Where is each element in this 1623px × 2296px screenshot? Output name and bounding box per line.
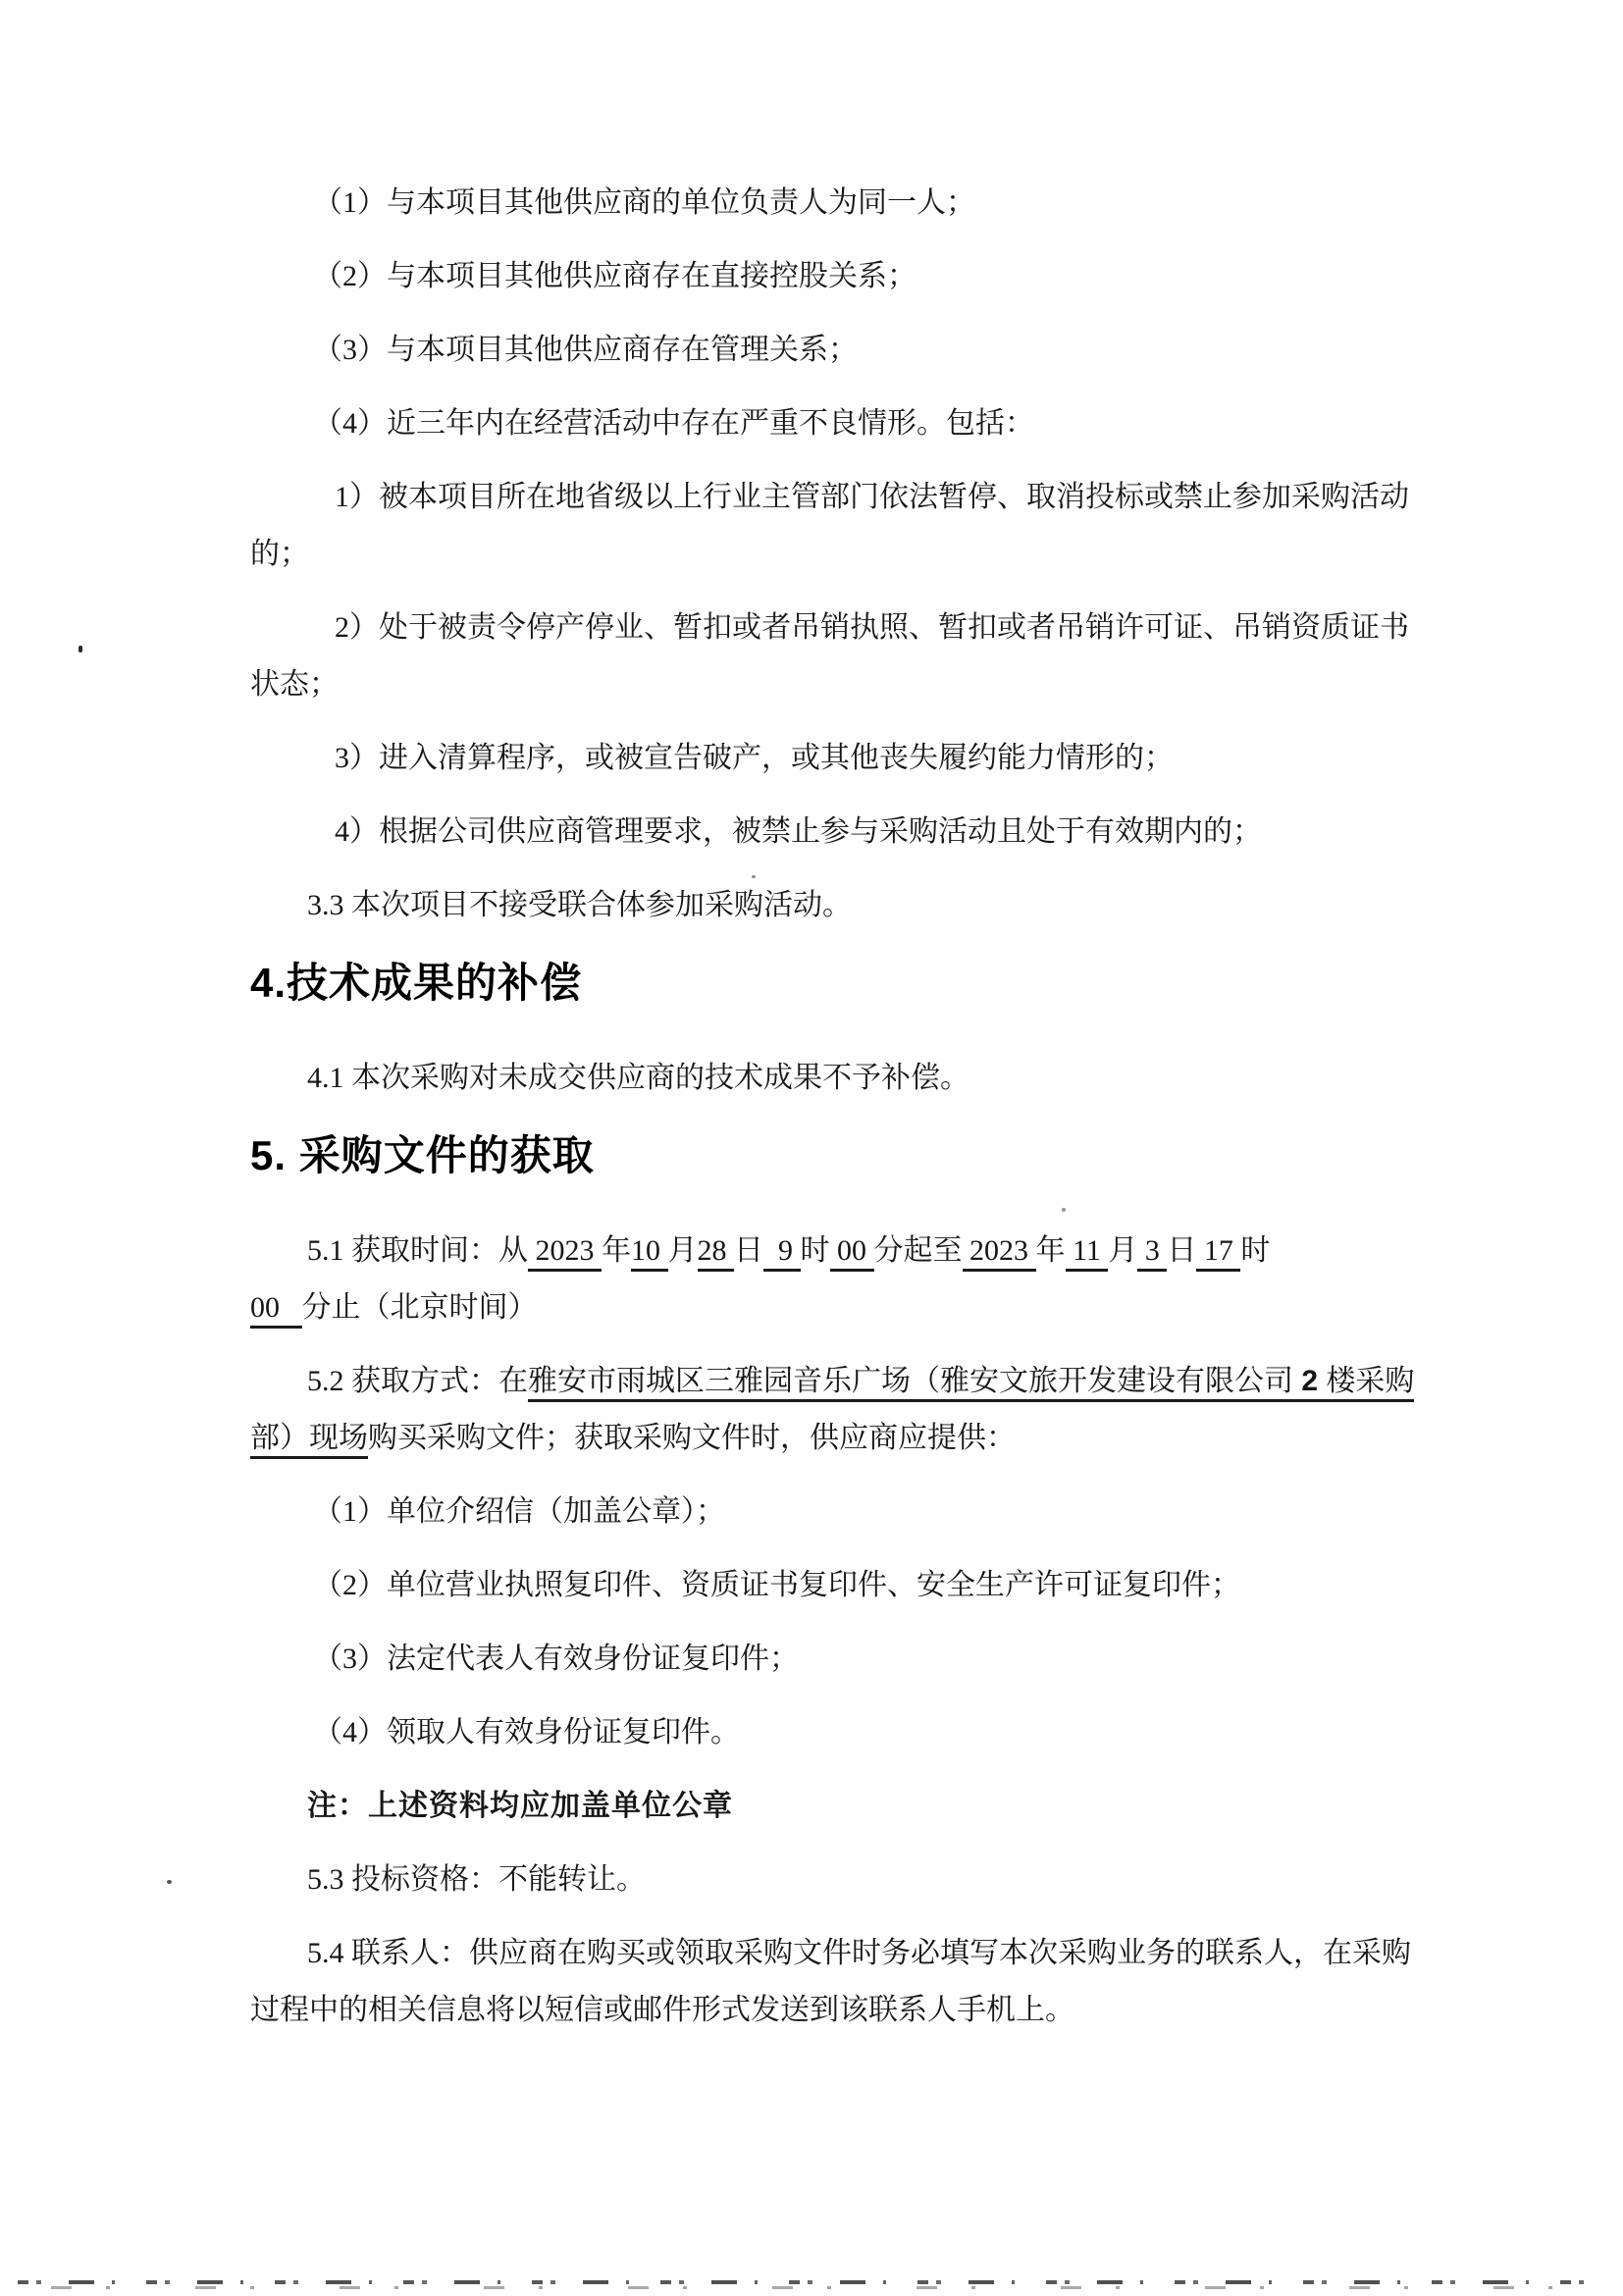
section-5-heading: 5. 采购文件的获取: [250, 1132, 595, 1178]
filled-blank-end-month: 11: [1066, 1234, 1109, 1272]
clause-5-2-line-2: [250, 1410, 1457, 1467]
address-part-1: 雅安市雨城区三雅园音乐广场（雅安文旅开发建设有限公司: [528, 1365, 1293, 1397]
month-unit-2: 月: [1108, 1234, 1138, 1267]
hour-unit: 时: [800, 1234, 830, 1267]
clause-5-1-line-2: [250, 1279, 1457, 1336]
document-body: [250, 175, 1457, 2039]
clause-sub-1-line-2: 的；: [250, 538, 309, 570]
scan-speck: [79, 646, 82, 652]
beijing-time-label: 分止（北京时间）: [301, 1291, 538, 1324]
stamp-note: 注：上述资料均应加盖单位公章: [307, 1790, 733, 1822]
hour-unit-2: 时: [1240, 1234, 1271, 1267]
clause-sub-3: 3）进入清算程序，或被宣告破产，或其他丧失履约能力情形的；: [335, 742, 1174, 774]
clause-condition-3: （3）与本项目其他供应商存在管理关系；: [313, 334, 858, 366]
scan-noise-bottom-edge-2: [18, 2286, 1607, 2289]
year-unit-2: 年: [1035, 1234, 1066, 1267]
until-label: 分起至: [873, 1234, 963, 1267]
address-part-2: 楼采购: [1326, 1365, 1415, 1397]
clause-5-2-rest: 购买采购文件；获取采购文件时，供应商应提供：: [368, 1422, 1016, 1454]
clause-5-3: 5.3 投标资格：不能转让。: [307, 1863, 646, 1896]
required-doc-3: （3）法定代表人有效身份证复印件；: [313, 1643, 799, 1675]
day-unit-2: 日: [1167, 1234, 1197, 1267]
year-unit: 年: [602, 1234, 631, 1267]
filled-blank-end-hour: 17: [1196, 1234, 1240, 1272]
scan-speck: [1062, 1208, 1066, 1212]
filled-blank-start-hour: 9: [763, 1234, 801, 1272]
day-unit: 日: [734, 1234, 763, 1267]
clause-5-4-line-2: 过程中的相关信息将以短信或邮件形式发送到该联系人手机上。: [250, 1994, 1074, 2026]
required-doc-2: （2）单位营业执照复印件、资质证书复印件、安全生产许可证复印件；: [313, 1569, 1240, 1601]
clause-sub-2-line-2: 状态；: [250, 668, 339, 701]
required-doc-1: （1）单位介绍信（加盖公章）；: [313, 1495, 725, 1528]
address-part-3-underlined: 部）现场: [250, 1422, 368, 1459]
filled-blank-start-minute: 00: [830, 1234, 874, 1272]
filled-blank-end-minute: 00: [250, 1291, 302, 1329]
filled-blank-end-day: 3: [1137, 1234, 1167, 1272]
clause-5-2-line-1: [250, 1353, 1457, 1410]
scan-noise-bottom-edge: [18, 2280, 1607, 2284]
clause-sub-4: 4）根据公司供应商管理要求，被禁止参与采购活动且处于有效期内的；: [335, 815, 1262, 848]
clause-4-1: 4.1 本次采购对未成交供应商的技术成果不予补偿。: [307, 1062, 969, 1094]
filled-blank-start-day: 28: [698, 1234, 735, 1272]
clause-sub-1-line-1: 1）被本项目所在地省级以上行业主管部门依法暂停、取消投标或禁止参加采购活动: [335, 481, 1409, 513]
clause-3-3: 3.3 本次项目不接受联合体参加采购活动。: [307, 889, 852, 921]
clause-sub-2-line-1: 2）处于被责令停产停业、暂扣或者吊销执照、暂扣或者吊销许可证、吊销资质证书: [335, 611, 1409, 644]
scan-speck: [752, 875, 756, 878]
filled-blank-start-month: 10: [631, 1234, 668, 1272]
filled-blank-start-year: 2023: [528, 1234, 602, 1272]
floor-number: 2: [1293, 1365, 1327, 1397]
clause-5-4-line-1: 5.4 联系人：供应商在购买或领取采购文件时务必填写本次采购业务的联系人，在采购: [307, 1937, 1411, 1969]
clause-5-2: [250, 1353, 1457, 1467]
clause-5-1: [250, 1223, 1457, 1336]
filled-blank-end-year: 2023: [963, 1234, 1036, 1272]
month-unit: 月: [667, 1234, 698, 1267]
clause-condition-2: （2）与本项目其他供应商存在直接控股关系；: [313, 260, 916, 292]
scan-speck: [167, 1880, 172, 1884]
obtain-method-label: 5.2 获取方式：在: [307, 1365, 528, 1397]
clause-5-1-line-1: [250, 1223, 1457, 1279]
clause-sub-1: [250, 469, 1457, 583]
section-4-heading: 4.技术成果的补偿: [250, 960, 583, 1006]
obtain-time-label: 5.1 获取时间：从: [307, 1234, 528, 1267]
clause-condition-1: （1）与本项目其他供应商的单位负责人为同一人；: [313, 186, 975, 219]
clause-condition-4: （4）近三年内在经营活动中存在严重不良情形。包括：: [313, 407, 1034, 440]
clause-sub-2: [250, 600, 1457, 713]
purchase-address-underlined: [528, 1365, 1414, 1402]
clause-5-4: [250, 1925, 1457, 2039]
required-doc-4: （4）领取人有效身份证复印件。: [313, 1716, 740, 1748]
